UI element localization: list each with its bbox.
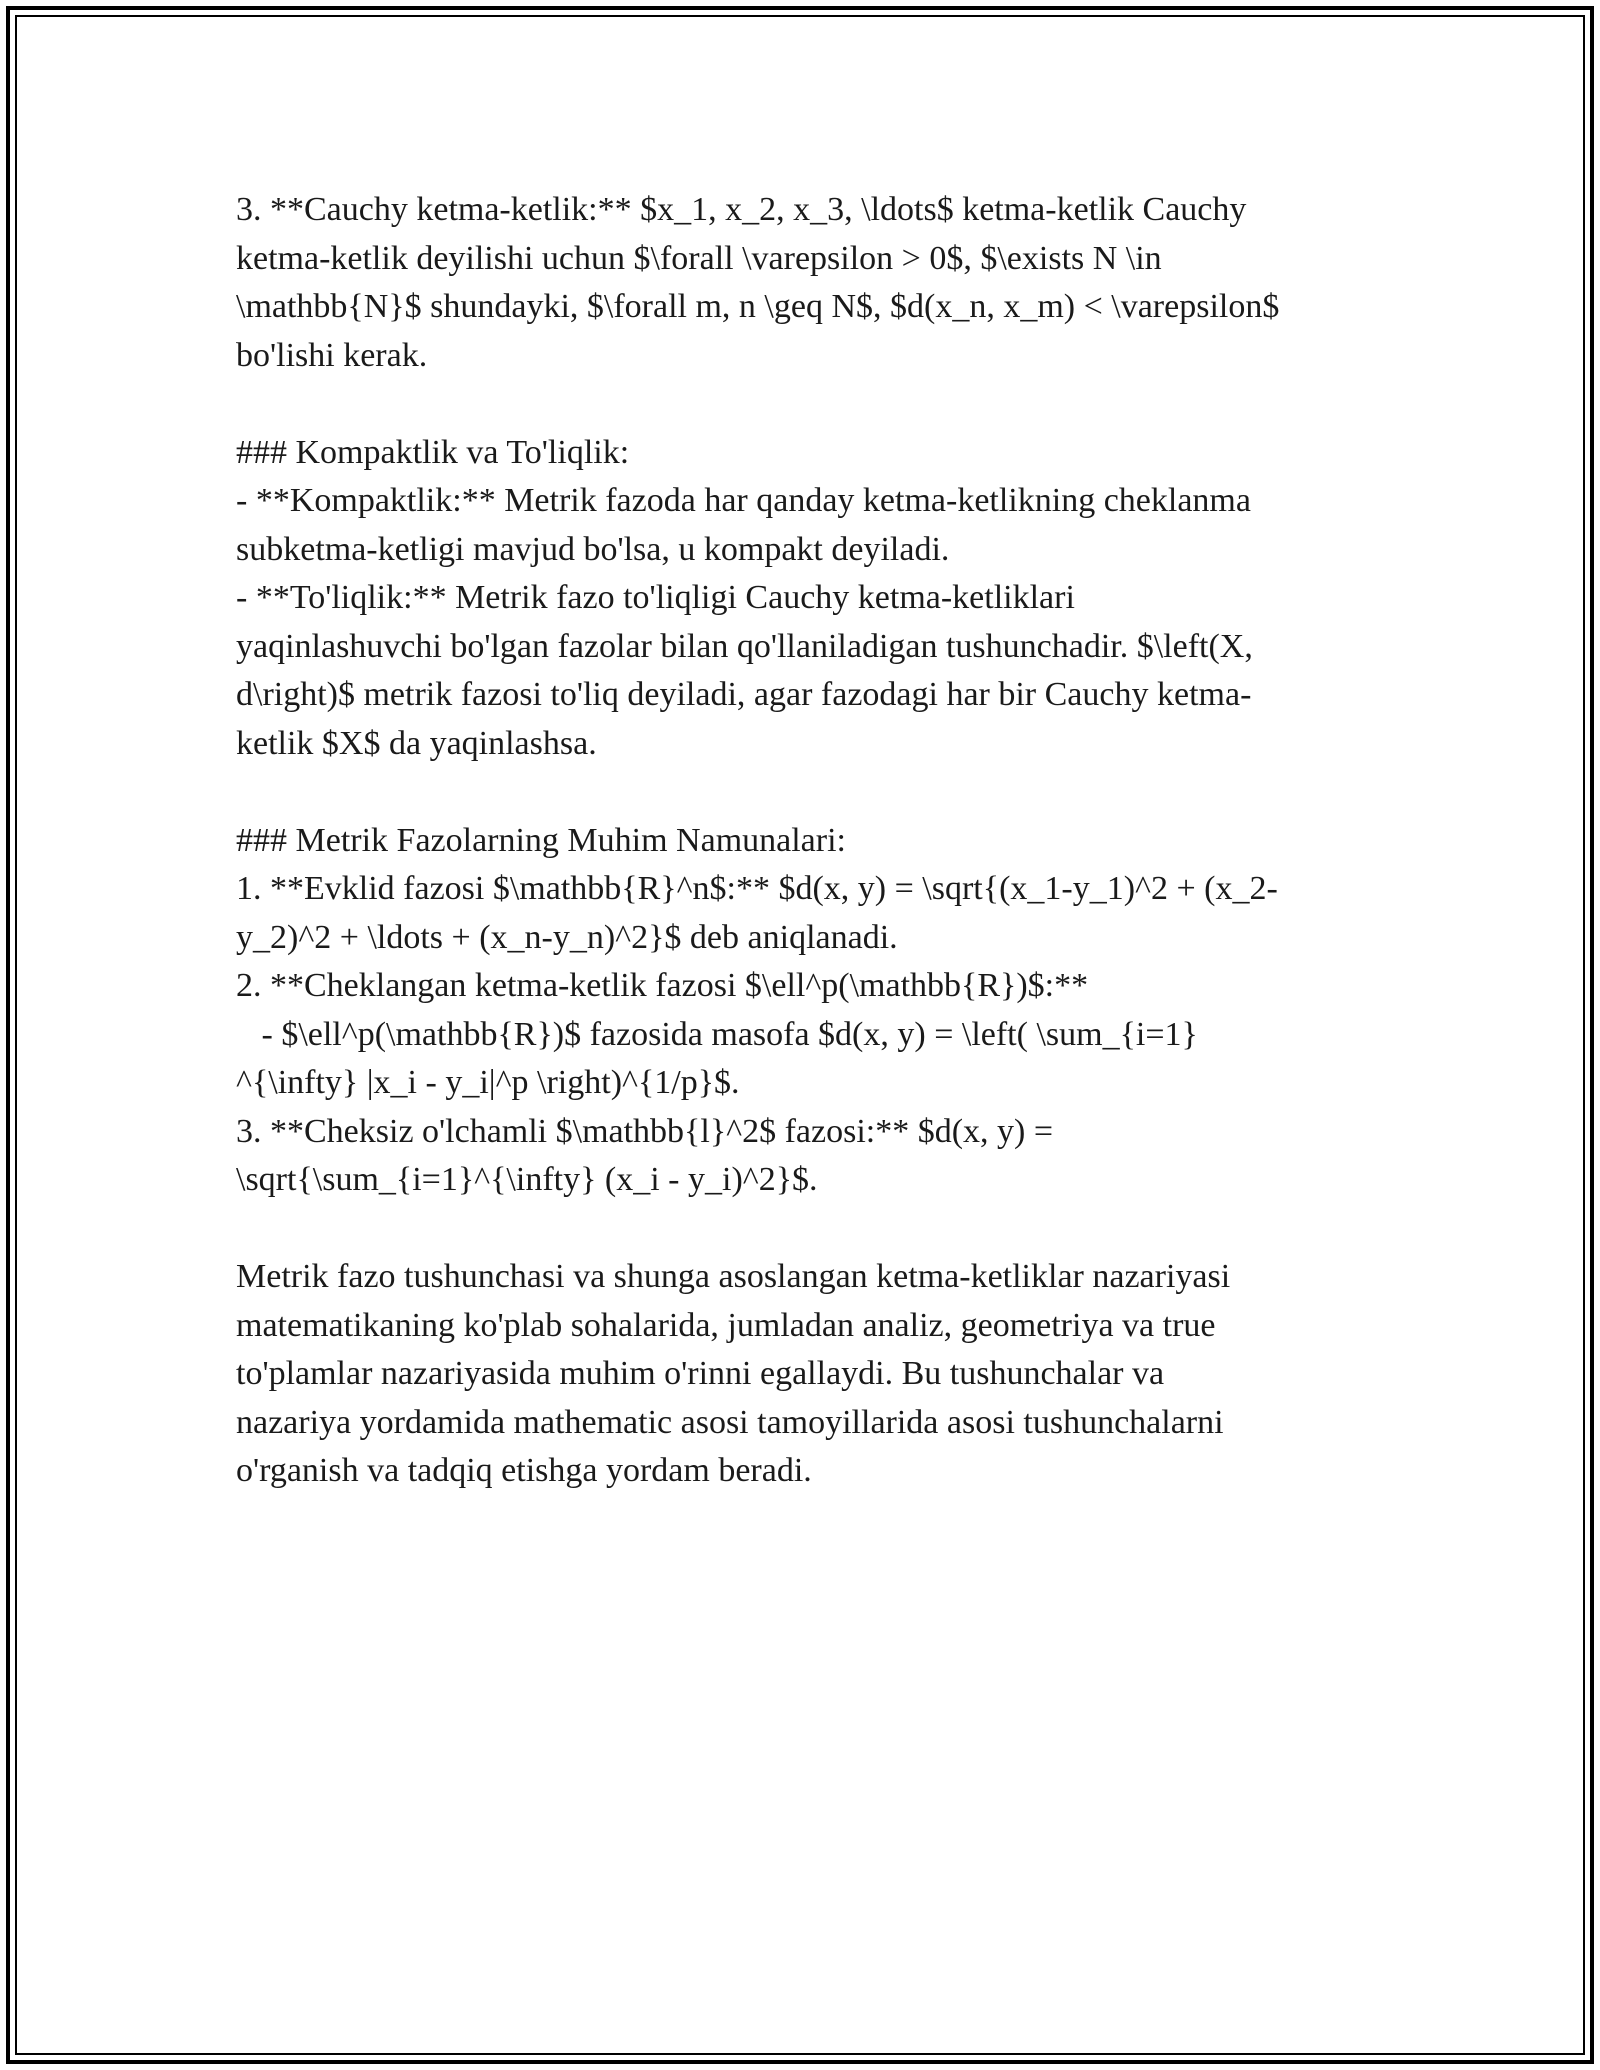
text-line: yaqinlashuvchi bo'lgan fazolar bilan qo'llaniladigan tushunchadir. $\left(X,	[236, 627, 1253, 665]
section-heading: ### Metrik Fazolarning Muhim Namunalari:	[236, 821, 846, 859]
text-line: 2. **Cheklangan ketma-ketlik fazosi $\ell^p(\mathbb{R})$:**	[236, 967, 1089, 1004]
text-line: - **Kompaktlik:** Metrik fazoda har qanday ketma-ketlikning cheklanma	[236, 482, 1251, 519]
text-line: \mathbb{N}$ shundayki, $\forall m, n \geq N$, $d(x_n, x_m) < \varepsilon$	[236, 288, 1280, 325]
text-line: matematikaning ko'plab sohalarida, jumladan analiz, geometriya va true	[236, 1306, 1216, 1344]
paragraph-metric-space-examples	[236, 817, 1376, 1205]
text-line: - **To'liqlik:** Metrik fazo to'liqligi Cauchy ketma-ketliklari	[236, 579, 1075, 616]
paragraph-spacer	[236, 380, 1376, 429]
text-line: 1. **Evklid fazosi $\mathbb{R}^n$:** $d(x, y) = \sqrt{(x_1-y_1)^2 + (x_2-	[236, 870, 1278, 907]
text-line: nazariya yordamida mathematic asosi tamoyillarida asosi tushunchalarni	[236, 1403, 1224, 1441]
text-line: \sqrt{\sum_{i=1}^{\infty} (x_i - y_i)^2}$.	[236, 1161, 818, 1198]
text-line: ketlik $X$ da yaqinlashsa.	[236, 724, 597, 762]
section-heading: ### Kompaktlik va To'liqlik:	[236, 433, 630, 471]
text-line: to'plamlar nazariyasida muhim o'rinni egallaydi. Bu tushunchalar va	[236, 1355, 1165, 1392]
text-line: bo'lishi kerak.	[236, 336, 428, 374]
paragraph-conclusion	[236, 1253, 1376, 1496]
text-line: y_2)^2 + \ldots + (x_n-y_n)^2}$ deb aniqlanadi.	[236, 918, 898, 956]
text-line: subketma-ketligi mavjud bo'lsa, u kompakt deyiladi.	[236, 530, 950, 568]
text-line: d\right)$ metrik fazosi to'liq deyiladi, agar fazodagi har bir Cauchy ketma-	[236, 676, 1252, 713]
text-line: Metrik fazo tushunchasi va shunga asoslangan ketma-ketliklar nazariyasi	[236, 1258, 1231, 1295]
text-line: ketma-ketlik deyilishi uchun $\forall \varepsilon > 0$, $\exists N \in	[236, 239, 1162, 277]
document-body	[236, 186, 1376, 1496]
paragraph-compactness-completeness	[236, 429, 1376, 769]
paragraph-cauchy-sequence	[236, 186, 1376, 380]
paragraph-spacer	[236, 768, 1376, 817]
text-line: 3. **Cauchy ketma-ketlik:** $x_1, x_2, x_3, \ldots$ ketma-ketlik Cauchy	[236, 191, 1247, 228]
text-line: ^{\infty} |x_i - y_i|^p \right)^{1/p}$.	[236, 1064, 740, 1101]
paragraph-spacer	[236, 1205, 1376, 1254]
text-line: o'rganish va tadqiq etishga yordam beradi.	[236, 1452, 812, 1489]
text-line: - $\ell^p(\mathbb{R})$ fazosida masofa $d(x, y) = \left( \sum_{i=1}	[236, 1015, 1198, 1053]
text-line: 3. **Cheksiz o'lchamli $\mathbb{l}^2$ fazosi:** $d(x, y) =	[236, 1112, 1054, 1150]
